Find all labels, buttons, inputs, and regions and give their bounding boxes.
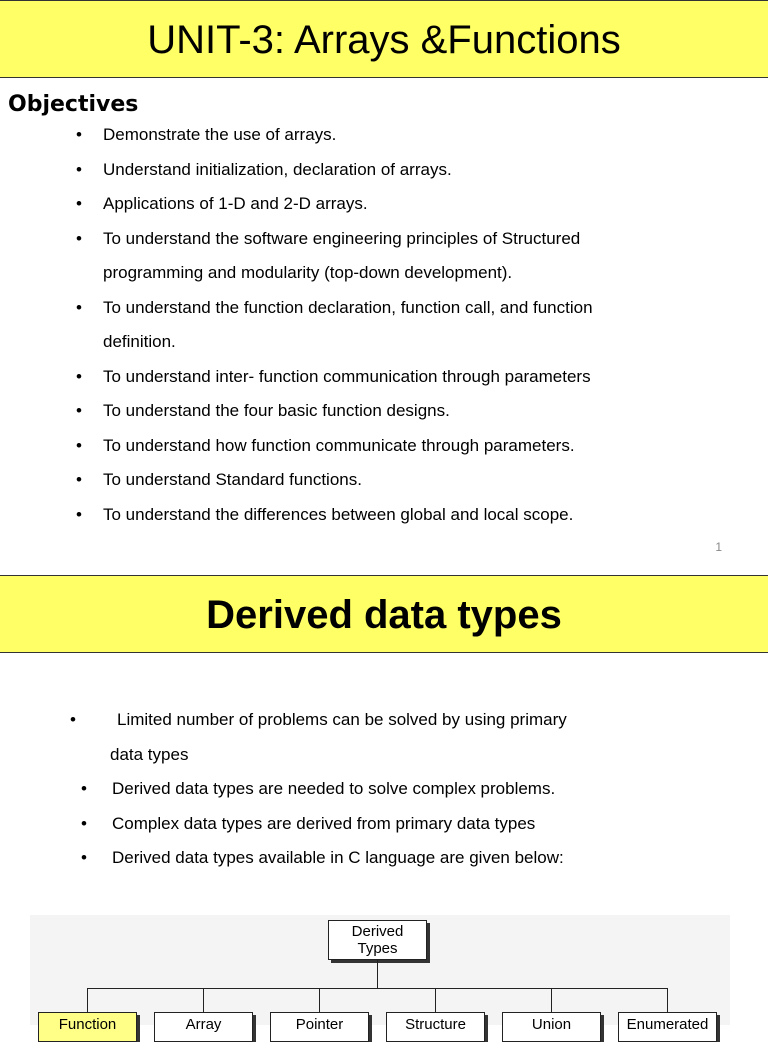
bullet-icon: • [81, 779, 87, 798]
objectives-heading: Objectives [8, 92, 139, 117]
derived-types-diagram [30, 915, 730, 1033]
list-item-text: To understand the function declaration, function call, and function definition. [103, 297, 593, 351]
bullet-icon: • [76, 366, 82, 386]
bullet-icon: • [76, 435, 82, 455]
connector-line [87, 988, 88, 1012]
connector-line [435, 988, 436, 1012]
bullet-icon: • [81, 848, 87, 867]
connector-line [319, 988, 320, 1012]
list-item [0, 118, 663, 153]
slide-1-title: UNIT-3: Arrays &Functions [147, 18, 621, 62]
diagram-root-node [328, 920, 427, 960]
bullet-icon: • [76, 159, 82, 179]
list-item-text: To understand the software engineering principles of Structured programming and modularity (top-down development). [103, 228, 581, 282]
list-item [0, 291, 663, 360]
bullet-icon: • [76, 125, 82, 144]
slide-2-title-bar [0, 575, 768, 653]
list-item [0, 429, 663, 464]
list-item-text: To understand how function communicate through parameters. [103, 435, 575, 455]
list-item-text: To understand the four basic function designs. [103, 401, 450, 420]
diagram-node-array: Array [154, 1012, 253, 1042]
bullet-icon: • [76, 504, 82, 524]
connector-line [377, 960, 378, 988]
diagram-node-union: Union [502, 1012, 601, 1042]
diagram-node-pointer: Pointer [270, 1012, 369, 1042]
list-item [0, 772, 768, 807]
objectives-list [0, 118, 768, 532]
bullet-icon: • [76, 401, 82, 420]
connector-line [203, 988, 204, 1012]
list-item-text: To understand Standard functions. [103, 470, 362, 489]
list-item-text: To understand the differences between global and local scope. [103, 504, 574, 524]
list-item-text: Understand initialization, declaration of arrays. [103, 159, 452, 179]
list-item-text: Derived data types are needed to solve complex problems. [112, 779, 556, 798]
list-item-text: Applications of 1-D and 2-D arrays. [103, 194, 368, 213]
list-item-text: Derived data types available in C language are given below: [112, 848, 564, 867]
page-number: 1 [715, 540, 722, 554]
diagram-node-structure: Structure [386, 1012, 485, 1042]
slide-1-title-bar [0, 0, 768, 78]
list-item [0, 394, 663, 429]
slide-2 [0, 575, 768, 1033]
list-item-text: Limited number of problems can be solved by using primary [117, 710, 567, 729]
bullet-icon: • [76, 194, 82, 213]
list-item-text: Complex data types are derived from primary data types [112, 813, 536, 833]
bullet-icon: • [76, 297, 82, 317]
list-item [0, 222, 663, 291]
root-node-line-1: Derived [351, 923, 404, 940]
list-item [0, 360, 663, 395]
bullet-icon: • [76, 470, 82, 489]
list-item [0, 807, 768, 842]
list-item [0, 498, 663, 533]
root-node-line-2: Types [357, 940, 398, 957]
connector-line [667, 988, 668, 1012]
bullet-icon: • [81, 813, 87, 833]
bullet-icon: • [76, 228, 82, 248]
list-item [0, 187, 663, 222]
slide-2-title: Derived data types [206, 593, 562, 637]
diagram-node-enumerated: Enumerated [618, 1012, 717, 1042]
list-item-text: Demonstrate the use of arrays. [103, 125, 337, 144]
list-item [0, 703, 768, 772]
connector-line [551, 988, 552, 1012]
bullet-icon: • [70, 710, 76, 729]
list-item [0, 463, 663, 498]
list-item [0, 841, 768, 876]
derived-types-list [0, 703, 768, 876]
list-item-text: To understand inter- function communication through parameters [103, 366, 591, 386]
connector-line [87, 988, 667, 989]
list-item-continuation: data types [110, 744, 189, 764]
list-item [0, 153, 663, 188]
diagram-node-function: Function [38, 1012, 137, 1042]
